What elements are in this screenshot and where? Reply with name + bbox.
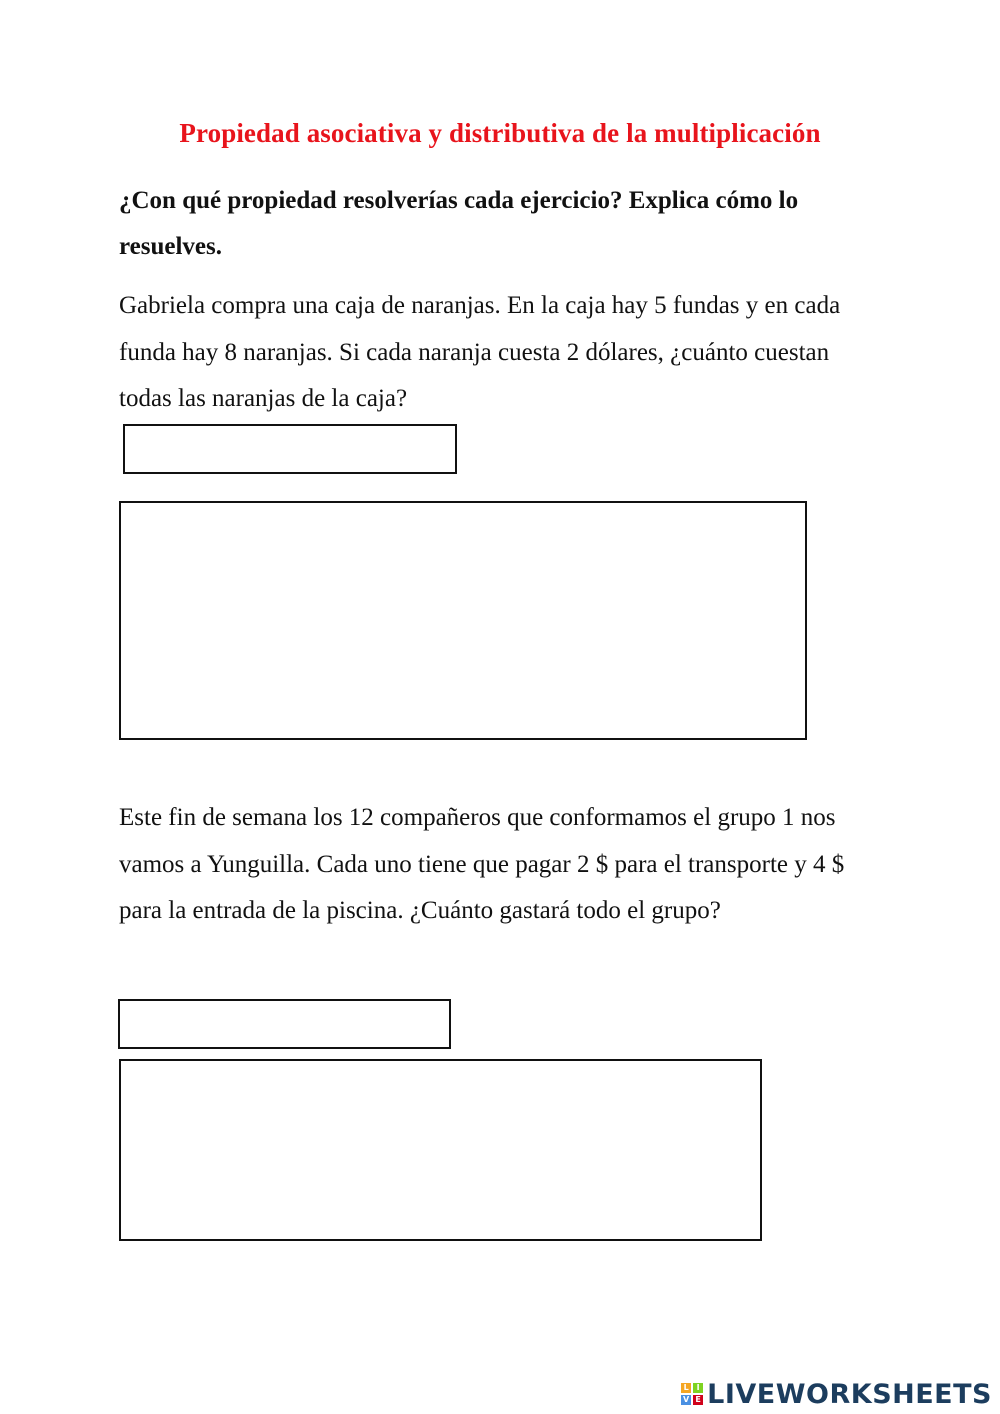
- logo-mark-letter-v: V: [683, 1395, 690, 1404]
- problem-1-property-input[interactable]: [123, 424, 457, 474]
- liveworksheets-logo-icon: [681, 1383, 703, 1405]
- logo-mark-letter-e: E: [693, 1395, 703, 1405]
- problem-1-text: Gabriela compra una caja de naranjas. En la caja hay 5 fundas y en cada funda hay 8 naranjas. Si cada naranja cuesta 2 dólares, ¿cuánto cuestan todas las naranjas de la caja?: [119, 292, 841, 412]
- logo-mark-letter-i: I: [693, 1383, 703, 1393]
- problem-1-explanation-input[interactable]: [119, 501, 807, 740]
- logo-mark-letter-l: L: [681, 1383, 691, 1393]
- problem-2-explanation-input[interactable]: [119, 1059, 762, 1241]
- problem-2-property-input[interactable]: [118, 999, 451, 1049]
- logo-text: LIVEWORKSHEETS: [707, 1378, 992, 1410]
- instruction-text: ¿Con qué propiedad resolverías cada ejercicio? Explica cómo lo resuelves.: [119, 187, 799, 260]
- problem-2-text: Este fin de semana los 12 compañeros que conformamos el grupo 1 nos vamos a Yunguilla. Cada uno tiene que pagar 2 $ para el transporte y 4 $ para la entrada de la piscina. ¿Cuánto gastará todo el grupo?: [119, 804, 845, 924]
- worksheet-title: Propiedad asociativa y distributiva de la multiplicación: [179, 118, 821, 148]
- liveworksheets-logo: [681, 1374, 992, 1414]
